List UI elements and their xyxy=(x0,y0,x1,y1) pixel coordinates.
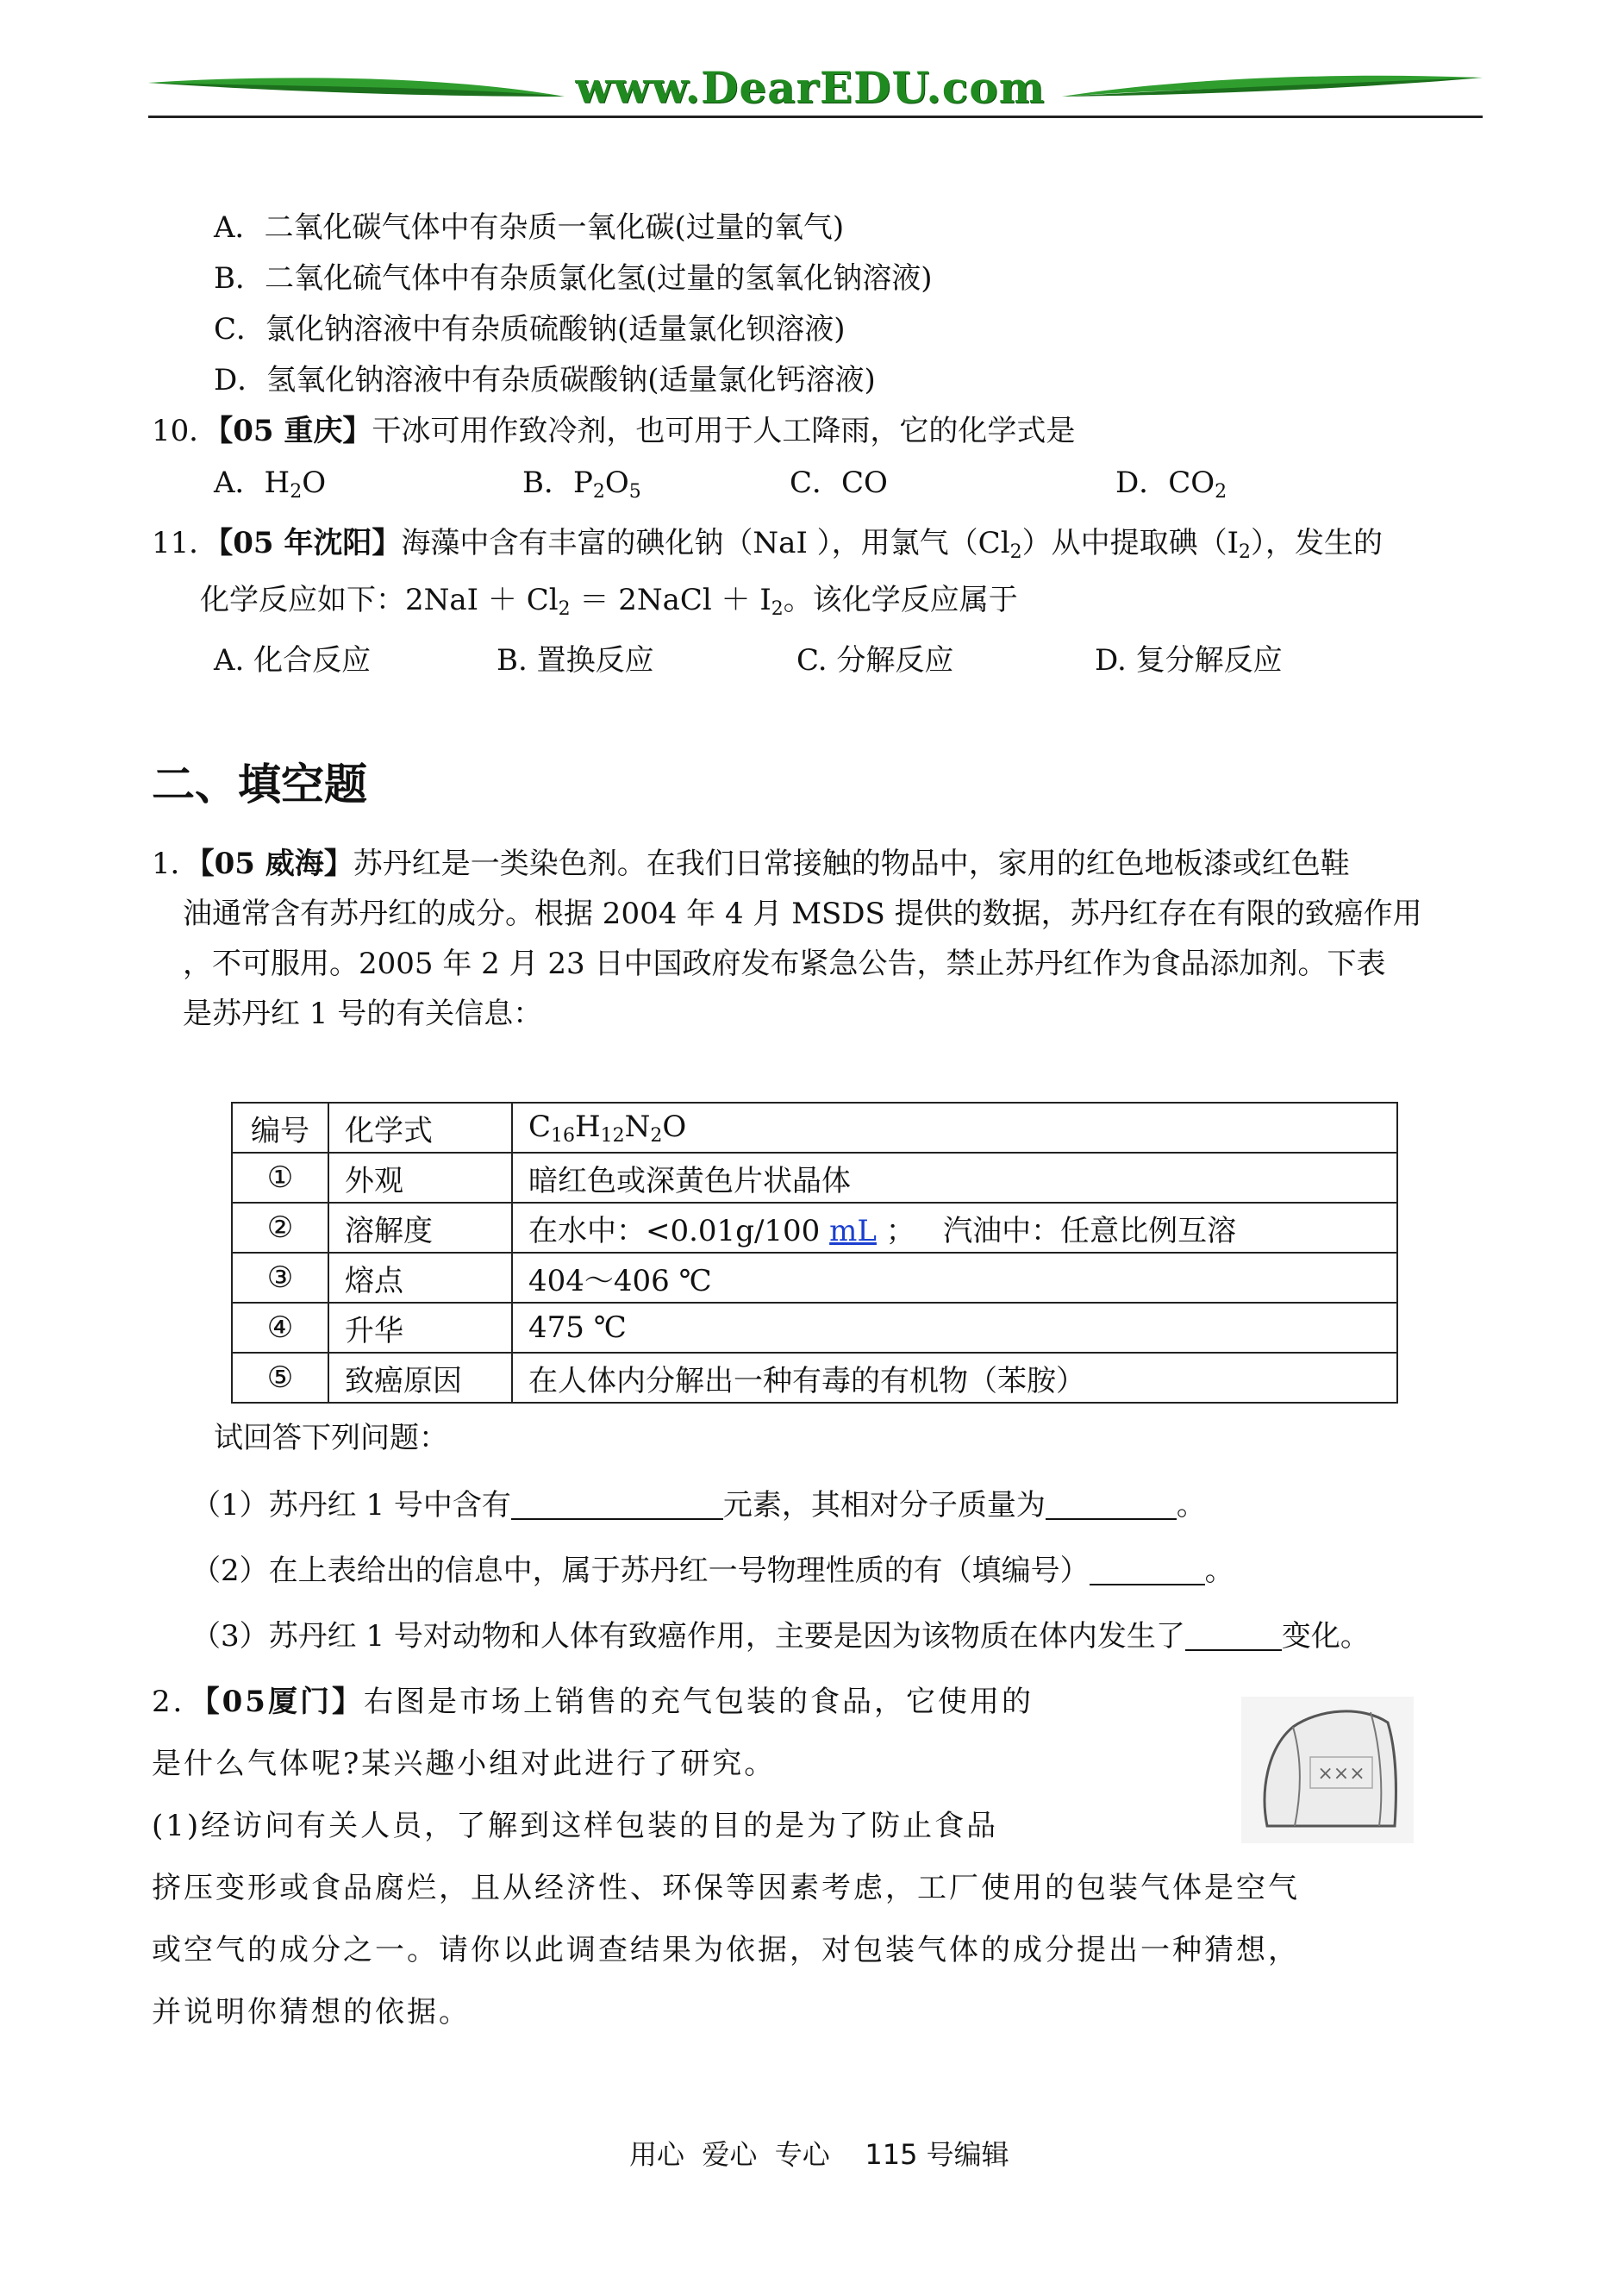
fq1-prompt: 试回答下列问题： xyxy=(214,1421,448,1455)
fq1-line2: 油通常含有苏丹红的成分。根据 2004 年 4 月 MSDS 提供的数据，苏丹红存在有限的致癌作用 xyxy=(183,897,1422,931)
table-row xyxy=(232,1203,1397,1253)
table-cell-id: ⑤ xyxy=(232,1353,328,1403)
q11-option-c: C. 分解反应 xyxy=(796,643,954,678)
fq2-line5: 或空气的成分之一。请你以此调查结果为依据，对包装气体的成分提出一种猜想， xyxy=(152,1933,1300,1967)
q10-number: 10． xyxy=(152,414,219,448)
fq1-source: 【05 威海】 xyxy=(199,847,353,881)
table-cell-id: ① xyxy=(232,1153,328,1203)
table-cell-value: 在人体内分解出一种有毒的有机物（苯胺） xyxy=(512,1353,1397,1403)
table-cell-id: ② xyxy=(232,1203,328,1253)
table-row xyxy=(232,1253,1397,1303)
sudan-red-info-table xyxy=(231,1102,1398,1404)
q9-option-b: B．二氧化硫气体中有杂质氯化氢(过量的氢氧化钠溶液) xyxy=(214,261,933,296)
answer-blank[interactable] xyxy=(1090,1553,1205,1585)
table-cell-name: 升华 xyxy=(328,1303,512,1353)
fq1-sub1: （1）苏丹红 1 号中含有 元素，其相对分子质量为 。 xyxy=(191,1488,1206,1523)
fq1-line4: 是苏丹红 1 号的有关信息： xyxy=(183,997,543,1031)
q11-source: 【05 年沈阳】 xyxy=(218,526,402,560)
table-cell-name: 致癌原因 xyxy=(328,1353,512,1403)
table-header-formula: 化学式 xyxy=(328,1103,512,1153)
fq2-line4: 挤压变形或食品腐烂，且从经济性、环保等因素考虑，工厂使用的包装气体是空气 xyxy=(152,1871,1300,1905)
fq2-line2: 是什么气体呢?某兴趣小组对此进行了研究。 xyxy=(152,1747,777,1781)
table-header-id: 编号 xyxy=(232,1103,328,1153)
table-formula-cell: $C_{16}H_{12}N_2O$ xyxy=(512,1103,1397,1153)
q10-source: 【05 重庆】 xyxy=(218,414,372,448)
table-cell-value: 在水中：<0.01g/100 mL ； 汽油中：任意比例互溶 xyxy=(512,1203,1397,1253)
fq1-sub2: （2）在上表给出的信息中，属于苏丹红一号物理性质的有（填编号） 。 xyxy=(191,1554,1234,1588)
q10-option-b: B．$P_2O_5$ xyxy=(522,466,641,503)
q10-stem xyxy=(152,412,1075,450)
q11-stem: 11．【05 年沈阳】海藻中含有丰富的碘化钠（NaI ），用氯气$(Cl_2)$从中提取碘$(I_2)$，发生的 xyxy=(152,526,1384,563)
q11-equation: 化学反应如下：$2NaI + Cl_2$ ＝ 2NaCl ＋ $I_2$。该化学反应属于 xyxy=(200,583,1018,620)
package-label: ××× xyxy=(1317,1763,1365,1785)
q10-option-c: C．CO xyxy=(790,466,888,500)
q10-option-d: D．$CO_2$ xyxy=(1115,466,1227,503)
q10-text: 干冰可用作致冷剂，也可用于人工降雨，它的化学式是 xyxy=(372,414,1076,448)
page-header xyxy=(0,0,1624,129)
q9-option-a: A．二氧化碳气体中有杂质一氧化碳(过量的氧气) xyxy=(214,210,845,245)
fq2-line1: 2．【05厦门】右图是市场上销售的充气包装的食品，它使用的 xyxy=(152,1685,1034,1719)
fq2-line6: 并说明你猜想的依据。 xyxy=(152,1995,471,2029)
table-row xyxy=(232,1353,1397,1403)
fq2-source: 【05厦门】 xyxy=(204,1685,364,1719)
answer-blank[interactable] xyxy=(511,1487,723,1520)
table-cell-value: 暗红色或深黄色片状晶体 xyxy=(512,1153,1397,1203)
table-cell-id: ③ xyxy=(232,1253,328,1303)
fq1-line3: ，不可服用。2005 年 2 月 23 日中国政府发布紧急公告，禁止苏丹红作为食品添加剂。下表 xyxy=(183,947,1386,981)
table-cell-id: ④ xyxy=(232,1303,328,1353)
table-cell-value: 404～406 ℃ xyxy=(512,1253,1397,1303)
q9-option-c: C．氯化钠溶液中有杂质硫酸钠(适量氯化钡溶液) xyxy=(214,312,846,347)
table-cell-value: 475 ℃ xyxy=(512,1303,1397,1353)
table-cell-name: 外观 xyxy=(328,1153,512,1203)
section-heading: 二、填空题 xyxy=(152,760,367,810)
table-row xyxy=(232,1303,1397,1353)
table-cell-name: 溶解度 xyxy=(328,1203,512,1253)
q11-option-b: B. 置换反应 xyxy=(497,643,654,678)
q11-option-d: D. 复分解反应 xyxy=(1095,643,1283,678)
q11-option-a: A. 化合反应 xyxy=(214,643,372,678)
table-row xyxy=(232,1153,1397,1203)
table-row xyxy=(232,1103,1397,1153)
table-cell-name: 熔点 xyxy=(328,1253,512,1303)
header-divider xyxy=(148,116,1483,118)
q9-option-d: D．氢氧化钠溶液中有杂质碳酸钠(适量氯化钙溶液) xyxy=(214,363,876,397)
fq1-sub3: （3）苏丹红 1 号对动物和人体有致癌作用，主要是因为该物质在体内发生了 变化。 xyxy=(191,1619,1370,1654)
packaged-food-image xyxy=(1241,1697,1414,1843)
answer-blank[interactable] xyxy=(1046,1487,1177,1520)
answer-blank[interactable] xyxy=(1185,1618,1282,1651)
site-logo-text: www.DearEDU.com xyxy=(575,62,1046,113)
q10-option-a: A．$H_2O$ xyxy=(214,466,327,503)
page-footer: 用心 爱心 专心 115 号编辑 xyxy=(629,2138,1009,2171)
ml-link[interactable]: mL xyxy=(829,1213,877,1248)
fq1-line1: 1．【05 威海】苏丹红是一类染色剂。在我们日常接触的物品中，家用的红色地板漆或红色鞋 xyxy=(152,847,1350,881)
fq2-line3: (1)经访问有关人员，了解到这样包装的目的是为了防止食品 xyxy=(152,1809,999,1843)
